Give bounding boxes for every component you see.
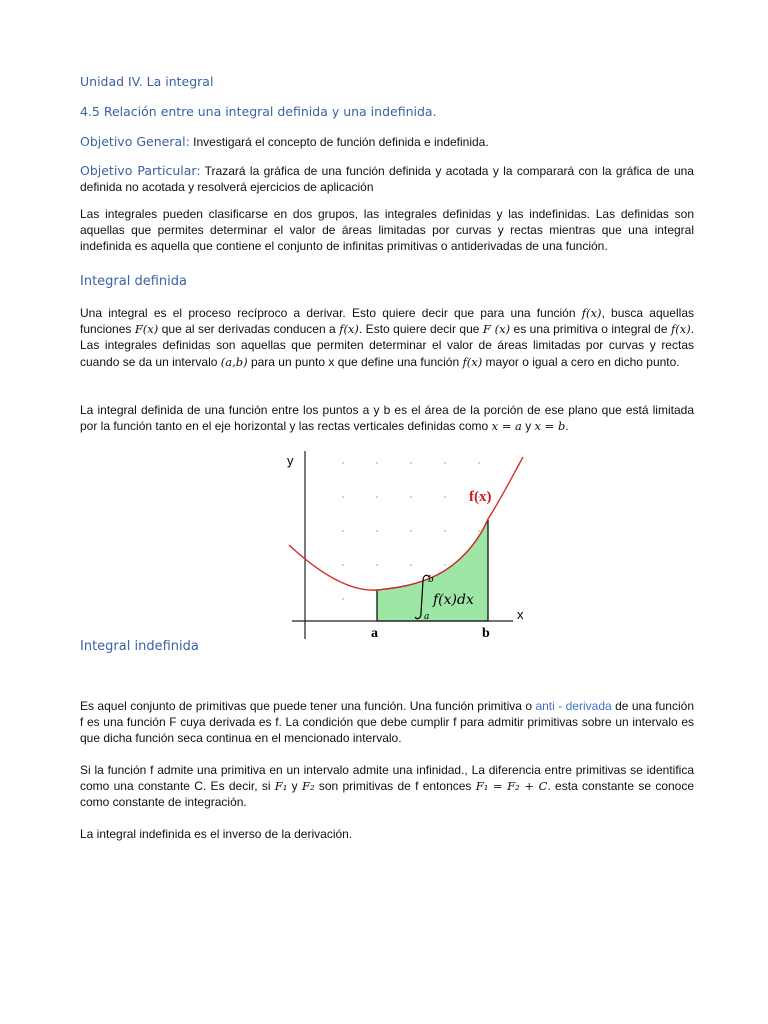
math-fx: f(x): [581, 306, 602, 320]
integral-definida-heading: Integral definida: [80, 274, 187, 289]
math-fx: f(x): [462, 354, 483, 369]
math-Fx: F(x): [134, 322, 159, 337]
x-axis-label: x: [517, 607, 524, 622]
math-fx: f(x): [339, 322, 359, 337]
anti-derivada-link[interactable]: anti - derivada: [535, 699, 612, 713]
integral-expression: f(x)dx: [433, 592, 474, 608]
objetivo-general-text: Investigará el concepto de función definida e indefinida.: [189, 135, 489, 149]
math-fx: f(x): [670, 322, 691, 337]
integral-upper-bound: b: [428, 575, 434, 585]
math-F2: F₂: [301, 779, 315, 794]
indefinida-paragraph-1: Es aquel conjunto de primitivas que puede tener una función. Una función primitiva o anti - derivada de una función f es una función F cuya derivada es f. La condición que debe cumplir f para admitir primitivas sobre un intervalo es que dicha función seca continua en el mencionado intervalo.: [80, 699, 694, 746]
indefinida-paragraph-3: La integral indefinida es el inverso de la derivación.: [80, 827, 353, 841]
integral-lower-bound: a: [424, 612, 430, 622]
objetivo-general-label: Objetivo General:: [80, 134, 190, 149]
math-F1-eq-F2-plus-C: F₁ = F₂ + C: [475, 779, 548, 794]
definida-paragraph-1: Una integral es el proceso recíproco a derivar. Esto quiere decir que para una función f(x), busca aquellas funciones F(x) que al ser derivadas conducen a f(x). Esto quiere decir que F (x) es una primitiva o integral de f(x). Las integrales definidas son aquellas que permiten determinar el valor de áreas limitadas por curvas y rectas cuando se da un intervalo (a,b) para un punto x que define una función f(x) mayor o igual a cero en dicho punto.: [80, 306, 695, 369]
objetivo-general: [80, 134, 694, 150]
unit-heading: Unidad IV. La integral: [80, 74, 214, 89]
y-axis-label: y: [287, 453, 294, 468]
math-interval: (a,b): [220, 354, 248, 369]
indefinida-paragraph-2: Si la función f admite una primitiva en un intervalo admite una infinidad., La diferencia entre primitivas se identifica como una constante C. Es decir, si F₁ y F₂ son primitivas de f entonces F₁ = F₂ + C. esta constante se conoce como constante de integración.: [80, 763, 695, 810]
math-x-eq-a: x = a: [491, 419, 522, 434]
b-label: b: [482, 626, 490, 641]
objetivo-particular: [80, 163, 694, 195]
math-x-eq-b: x = b: [534, 419, 566, 434]
objetivo-particular-text: Trazará la gráfica de una función definida y acotada y la comparará con la gráfica de una definida no acotada y resolverá ejercicios de aplicación: [80, 164, 694, 195]
definite-integral-figure: [287, 447, 532, 644]
a-label: a: [371, 626, 378, 641]
integral-indefinida-heading: Integral indefinida: [80, 639, 199, 654]
definida-paragraph-2: La integral definida de una función entre los puntos a y b es el área de la porción de ese plano que está limitada por la función tanto en el eje horizontal y las rectas verticales definidas como x = a y x = b.: [80, 403, 694, 434]
math-F1: F₁: [274, 779, 288, 794]
objetivo-particular-label: Objetivo Particular:: [80, 163, 201, 178]
math-Fx: F (x): [482, 322, 511, 337]
section-heading: 4.5 Relación entre una integral definida y una indefinida.: [80, 104, 437, 119]
fx-label: f(x): [469, 489, 492, 505]
intro-paragraph: Las integrales pueden clasificarse en dos grupos, las integrales definidas y las indefinidas. Las definidas son aquellas que permites determinar el valor de áreas limitadas por curvas y rectas mientras que una integral indefinida es aquella que contiene el conjunto de infinitas primitivas o antiderivadas de una función.: [80, 207, 694, 254]
